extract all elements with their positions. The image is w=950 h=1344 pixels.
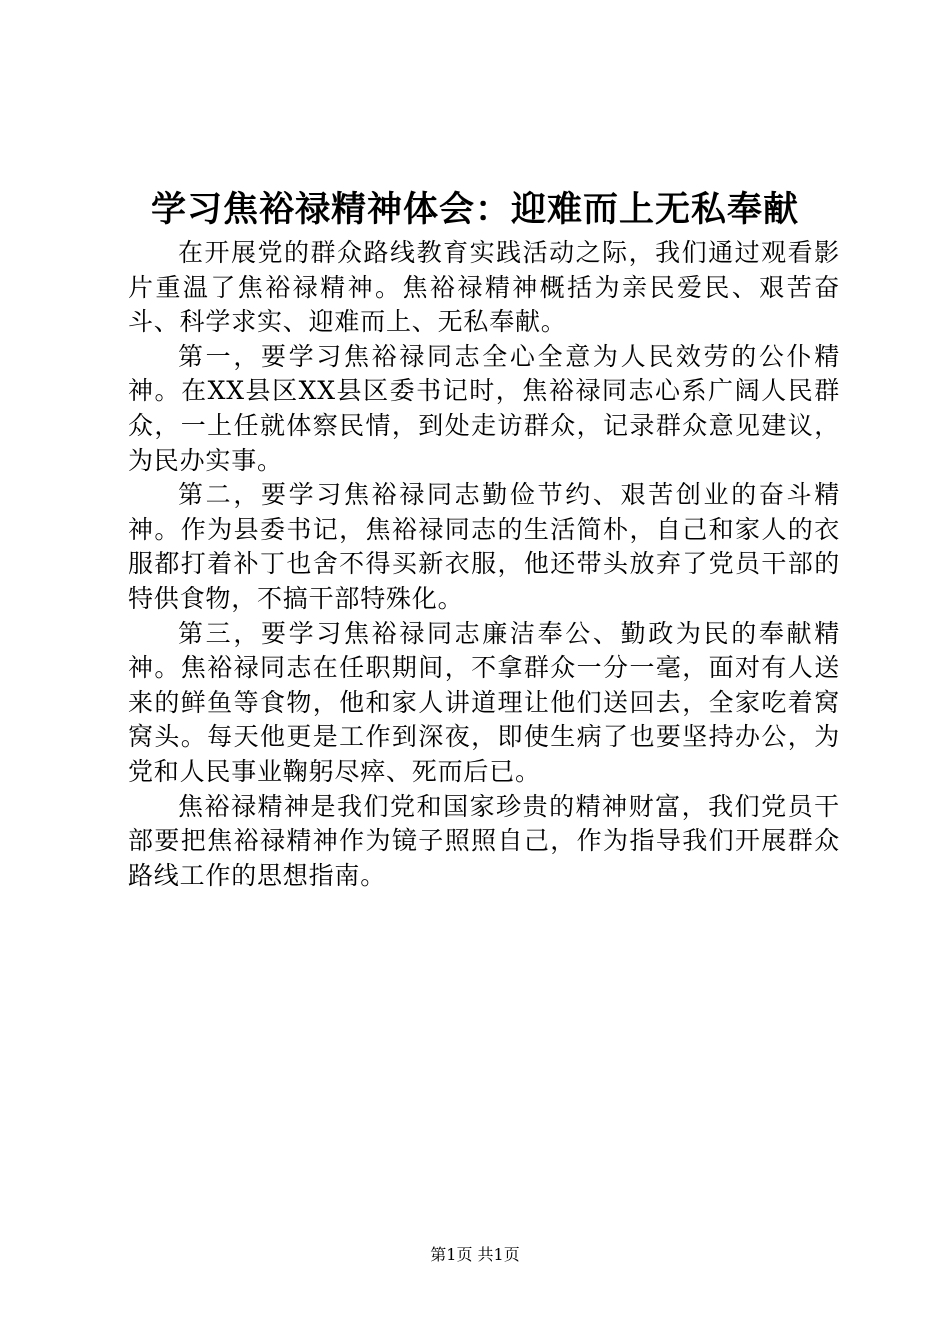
document-title: 学习焦裕禄精神体会：迎难而上无私奉献	[150, 189, 799, 230]
paragraph-intro: 在开展党的群众路线教育实践活动之际，我们通过观看影片重温了焦裕禄精神。焦裕禄精神概括为亲民爱民、艰苦奋斗、科学求实、迎难而上、无私奉献。	[128, 238, 840, 337]
paragraph-second: 第二，要学习焦裕禄同志勤俭节约、艰苦创业的奋斗精神。作为县委书记，焦裕禄同志的生活简朴，自己和家人的衣服都打着补丁也舍不得买新衣服，他还带头放弃了党员干部的特供食物，不搞干部特殊化。	[128, 480, 840, 613]
paragraph-third: 第三，要学习焦裕禄同志廉洁奉公、勤政为民的奉献精神。焦裕禄同志在任职期间，不拿群众一分一毫，面对有人送来的鲜鱼等食物，他和家人讲道理让他们送回去，全家吃着窝窝头。每天他更是工作到深夜，即使生病了也要坚持办公，为党和人民事业鞠躬尽瘁、死而后已。	[128, 618, 840, 786]
paragraph-first: 第一，要学习焦裕禄同志全心全意为人民效劳的公仆精神。在XX县区XX县区委书记时，焦裕禄同志心系广阔人民群众，一上任就体察民情，到处走访群众，记录群众意见建议，为民办实事。	[128, 341, 840, 475]
document-body	[128, 236, 840, 893]
page-footer: 第1页 共1页	[430, 1245, 520, 1264]
paragraph-conclusion: 焦裕禄精神是我们党和国家珍贵的精神财富，我们党员干部要把焦裕禄精神作为镜子照照自己，作为指导我们开展群众路线工作的思想指南。	[128, 791, 840, 890]
